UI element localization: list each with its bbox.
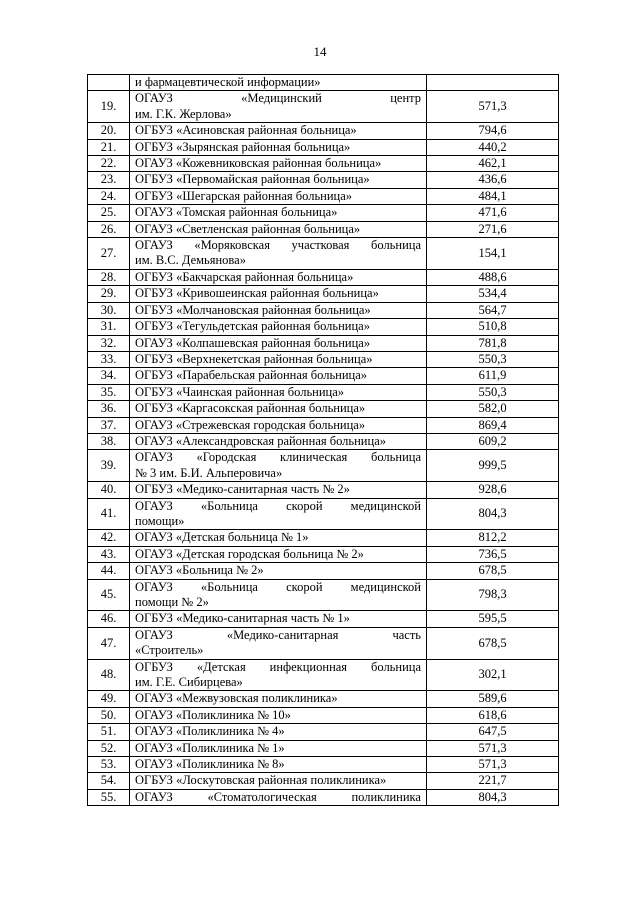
- table-row: [88, 319, 559, 335]
- value-cell: 462,1: [427, 156, 559, 172]
- table-row: [88, 384, 559, 400]
- institution-name-line: им. В.С. Демьянова»: [135, 253, 246, 268]
- institution-name-line: ОГБУЗ «Чаинская районная больница»: [135, 384, 345, 399]
- row-number-cell: 23.: [88, 172, 130, 188]
- institution-name-cell: [130, 789, 427, 805]
- table-row: [88, 401, 559, 417]
- institution-name-line: ОГБУЗ «Верхнекетская районная больница»: [135, 351, 373, 366]
- institution-name-cell: [130, 498, 427, 530]
- row-number-cell: 27.: [88, 238, 130, 270]
- row-number-cell: 34.: [88, 368, 130, 384]
- institution-name-line: ОГБУЗ «Молчановская районная больница»: [135, 302, 371, 317]
- institution-name-line: ОГБУЗ «Первомайская районная больница»: [135, 172, 370, 187]
- table-row: [88, 740, 559, 756]
- institution-name-cell: [130, 773, 427, 789]
- table-row: [88, 433, 559, 449]
- row-number-cell: 22.: [88, 156, 130, 172]
- row-number-cell: 21.: [88, 139, 130, 155]
- value-cell: 471,6: [427, 205, 559, 221]
- value-cell: 928,6: [427, 482, 559, 498]
- institution-name-line: ОГАУЗ «Светленская районная больница»: [135, 221, 361, 236]
- value-cell: 582,0: [427, 401, 559, 417]
- row-number-cell: 20.: [88, 123, 130, 139]
- institution-name-cell: [130, 351, 427, 367]
- row-number-cell: 24.: [88, 188, 130, 204]
- institution-name-cell: [130, 433, 427, 449]
- table-row: [88, 123, 559, 139]
- row-number-cell: 50.: [88, 707, 130, 723]
- table-row: [88, 286, 559, 302]
- table-row: [88, 139, 559, 155]
- institution-name-cell: [130, 368, 427, 384]
- table-row: [88, 724, 559, 740]
- value-cell: [427, 75, 559, 91]
- value-cell: 571,3: [427, 91, 559, 123]
- institution-name-line: ОГБУЗ «Медико-санитарная часть № 1»: [135, 611, 350, 626]
- institution-name-line: ОГБУЗ «Бакчарская районная больница»: [135, 269, 354, 284]
- row-number-cell: 39.: [88, 450, 130, 482]
- institution-name-cell: [130, 563, 427, 579]
- value-cell: 794,6: [427, 123, 559, 139]
- row-number-cell: 47.: [88, 627, 130, 659]
- institution-name-cell: [130, 659, 427, 691]
- table-row: [88, 659, 559, 691]
- table-row: [88, 530, 559, 546]
- institution-name-cell: [130, 740, 427, 756]
- institution-name-cell: [130, 579, 427, 611]
- value-cell: 869,4: [427, 417, 559, 433]
- row-number-cell: 41.: [88, 498, 130, 530]
- row-number-cell: 45.: [88, 579, 130, 611]
- row-number-cell: 26.: [88, 221, 130, 237]
- continuation-row: [88, 75, 559, 91]
- value-cell: 595,5: [427, 611, 559, 627]
- institution-name-line: ОГАУЗ «Поликлиника № 10»: [135, 707, 291, 722]
- table-row: [88, 351, 559, 367]
- institution-name-line: ОГАУЗ «Больница скорой медицинской: [135, 498, 421, 513]
- institution-name-cell: [130, 611, 427, 627]
- institution-name-line: ОГБУЗ «Зырянская районная больница»: [135, 139, 351, 154]
- value-cell: 999,5: [427, 450, 559, 482]
- institution-name-cell: [130, 286, 427, 302]
- institution-name-line: ОГБУЗ «Асиновская районная больница»: [135, 123, 357, 138]
- institution-name-line: ОГАУЗ «Детская городская больница № 2»: [135, 546, 364, 561]
- institution-name-cell: и фармацевтической информации»: [130, 75, 427, 91]
- table-row: [88, 789, 559, 805]
- row-number-cell: 55.: [88, 789, 130, 805]
- institution-name-line: ОГАУЗ «Стоматологическая поликлиника: [135, 789, 421, 804]
- row-number-cell: 43.: [88, 546, 130, 562]
- row-number-cell: 53.: [88, 757, 130, 773]
- table-row: [88, 482, 559, 498]
- value-cell: 571,3: [427, 740, 559, 756]
- value-cell: 571,3: [427, 757, 559, 773]
- institution-name-cell: [130, 417, 427, 433]
- institution-name-line: им. Г.Е. Сибирцева»: [135, 675, 243, 690]
- value-cell: 589,6: [427, 691, 559, 707]
- table-row: [88, 302, 559, 318]
- institution-name-line: ОГАУЗ «Александровская районная больница»: [135, 433, 386, 448]
- institution-name-line: ОГАУЗ «Стрежевская городская больница»: [135, 417, 366, 432]
- table-row: [88, 91, 559, 123]
- value-cell: 781,8: [427, 335, 559, 351]
- institution-name-cell: [130, 384, 427, 400]
- institution-name-cell: [130, 707, 427, 723]
- table-row: [88, 156, 559, 172]
- value-cell: 154,1: [427, 238, 559, 270]
- institution-name-cell: [130, 401, 427, 417]
- row-number-cell: 42.: [88, 530, 130, 546]
- institution-name-line: ОГБУЗ «Шегарская районная больница»: [135, 188, 353, 203]
- institution-name-cell: [130, 188, 427, 204]
- value-cell: 550,3: [427, 384, 559, 400]
- institution-name-line: ОГАУЗ «Поликлиника № 1»: [135, 740, 285, 755]
- institution-name-cell: [130, 757, 427, 773]
- institution-name-line: ОГБУЗ «Лоскутовская районная поликлиника»: [135, 773, 387, 788]
- value-cell: 804,3: [427, 498, 559, 530]
- institution-name-line: ОГБУЗ «Парабельская районная больница»: [135, 368, 368, 383]
- value-cell: 647,5: [427, 724, 559, 740]
- institution-name-line: им. Г.К. Жерлова»: [135, 106, 232, 121]
- row-number-cell: 35.: [88, 384, 130, 400]
- row-number-cell: 51.: [88, 724, 130, 740]
- hospital-table: [87, 74, 559, 806]
- value-cell: 798,3: [427, 579, 559, 611]
- value-cell: 611,9: [427, 368, 559, 384]
- institution-name-line: ОГБУЗ «Детская инфекционная больница: [135, 659, 421, 674]
- table-row: [88, 773, 559, 789]
- value-cell: 221,7: [427, 773, 559, 789]
- row-number-cell: 36.: [88, 401, 130, 417]
- institution-name-line: ОГАУЗ «Городская клиническая больница: [135, 450, 421, 465]
- value-cell: 488,6: [427, 269, 559, 285]
- table-row: [88, 188, 559, 204]
- institution-name-cell: [130, 450, 427, 482]
- value-cell: 534,4: [427, 286, 559, 302]
- value-cell: 609,2: [427, 433, 559, 449]
- table-row: [88, 368, 559, 384]
- institution-name-cell: [130, 546, 427, 562]
- value-cell: 436,6: [427, 172, 559, 188]
- table-row: [88, 707, 559, 723]
- institution-name-cell: [130, 302, 427, 318]
- row-number-cell: 52.: [88, 740, 130, 756]
- institution-name-line: ОГБУЗ «Каргасокская районная больница»: [135, 401, 366, 416]
- institution-name-line: помощи № 2»: [135, 595, 209, 609]
- institution-name-cell: [130, 221, 427, 237]
- institution-name-cell: [130, 91, 427, 123]
- institution-name-cell: [130, 269, 427, 285]
- row-number-cell: 19.: [88, 91, 130, 123]
- row-number-cell: 25.: [88, 205, 130, 221]
- institution-name-cell: [130, 172, 427, 188]
- value-cell: 678,5: [427, 563, 559, 579]
- value-cell: 804,3: [427, 789, 559, 805]
- institution-name-cell: [130, 335, 427, 351]
- table-row: [88, 611, 559, 627]
- value-cell: 484,1: [427, 188, 559, 204]
- institution-name-line: ОГАУЗ «Поликлиника № 4»: [135, 724, 285, 739]
- institution-name-line: помощи»: [135, 513, 185, 528]
- institution-name-line: ОГАУЗ «Медико-санитарная часть: [135, 627, 421, 642]
- table-row: [88, 205, 559, 221]
- row-number-cell: 37.: [88, 417, 130, 433]
- row-number-cell: 40.: [88, 482, 130, 498]
- table-row: [88, 498, 559, 530]
- table-row: [88, 172, 559, 188]
- value-cell: 812,2: [427, 530, 559, 546]
- row-number-cell: 46.: [88, 611, 130, 627]
- row-number-cell: [88, 75, 130, 91]
- institution-name-cell: [130, 238, 427, 270]
- institution-name-line: ОГАУЗ «Поликлиника № 8»: [135, 757, 285, 772]
- page-number: 14: [313, 44, 327, 59]
- institution-name-line: ОГАУЗ «Детская больница № 1»: [135, 530, 309, 545]
- institution-name-cell: [130, 724, 427, 740]
- value-cell: 678,5: [427, 627, 559, 659]
- institution-name-line: ОГАУЗ «Кожевниковская районная больница»: [135, 156, 382, 171]
- institution-name-line: ОГБУЗ «Медико-санитарная часть № 2»: [135, 482, 350, 497]
- table-row: [88, 563, 559, 579]
- institution-name-cell: [130, 691, 427, 707]
- value-cell: 550,3: [427, 351, 559, 367]
- table-row: [88, 269, 559, 285]
- institution-name-cell: [130, 205, 427, 221]
- institution-name-cell: [130, 139, 427, 155]
- institution-name-line: ОГАУЗ «Больница скорой медицинской: [135, 579, 421, 594]
- table-row: [88, 417, 559, 433]
- value-cell: 618,6: [427, 707, 559, 723]
- row-number-cell: 32.: [88, 335, 130, 351]
- table-row: [88, 450, 559, 482]
- table-row: [88, 238, 559, 270]
- value-cell: 440,2: [427, 139, 559, 155]
- row-number-cell: 28.: [88, 269, 130, 285]
- institution-name-line: ОГАУЗ «Межвузовская поликлиника»: [135, 691, 338, 706]
- institution-name-line: ОГАУЗ «Больница № 2»: [135, 563, 264, 578]
- row-number-cell: 31.: [88, 319, 130, 335]
- institution-name-line: ОГАУЗ «Медицинский центр: [135, 91, 421, 106]
- row-number-cell: 30.: [88, 302, 130, 318]
- institution-name-line: «Строитель»: [135, 643, 204, 658]
- institution-name-line: № 3 им. Б.И. Альперовича»: [135, 465, 283, 480]
- institution-name-line: ОГАУЗ «Томская районная больница»: [135, 205, 338, 220]
- value-cell: 564,7: [427, 302, 559, 318]
- row-number-cell: 49.: [88, 691, 130, 707]
- institution-name-line: ОГАУЗ «Моряковская участковая больница: [135, 238, 421, 253]
- table-row: [88, 335, 559, 351]
- table-row: [88, 546, 559, 562]
- row-number-cell: 48.: [88, 659, 130, 691]
- table-row: [88, 221, 559, 237]
- institution-name-cell: [130, 123, 427, 139]
- institution-name-cell: [130, 482, 427, 498]
- table-row: [88, 627, 559, 659]
- value-cell: 302,1: [427, 659, 559, 691]
- row-number-cell: 54.: [88, 773, 130, 789]
- institution-name-line: ОГБУЗ «Кривошеинская районная больница»: [135, 286, 379, 301]
- institution-name-cell: [130, 156, 427, 172]
- table-row: [88, 691, 559, 707]
- row-number-cell: 33.: [88, 351, 130, 367]
- row-number-cell: 38.: [88, 433, 130, 449]
- value-cell: 271,6: [427, 221, 559, 237]
- institution-name-cell: [130, 627, 427, 659]
- row-number-cell: 29.: [88, 286, 130, 302]
- institution-name-cell: [130, 530, 427, 546]
- row-number-cell: 44.: [88, 563, 130, 579]
- table-row: [88, 757, 559, 773]
- value-cell: 736,5: [427, 546, 559, 562]
- value-cell: 510,8: [427, 319, 559, 335]
- institution-name-cell: [130, 319, 427, 335]
- table-row: [88, 579, 559, 611]
- institution-name-line: ОГАУЗ «Колпашевская районная больница»: [135, 335, 371, 350]
- institution-name-line: ОГБУЗ «Тегульдетская районная больница»: [135, 319, 370, 334]
